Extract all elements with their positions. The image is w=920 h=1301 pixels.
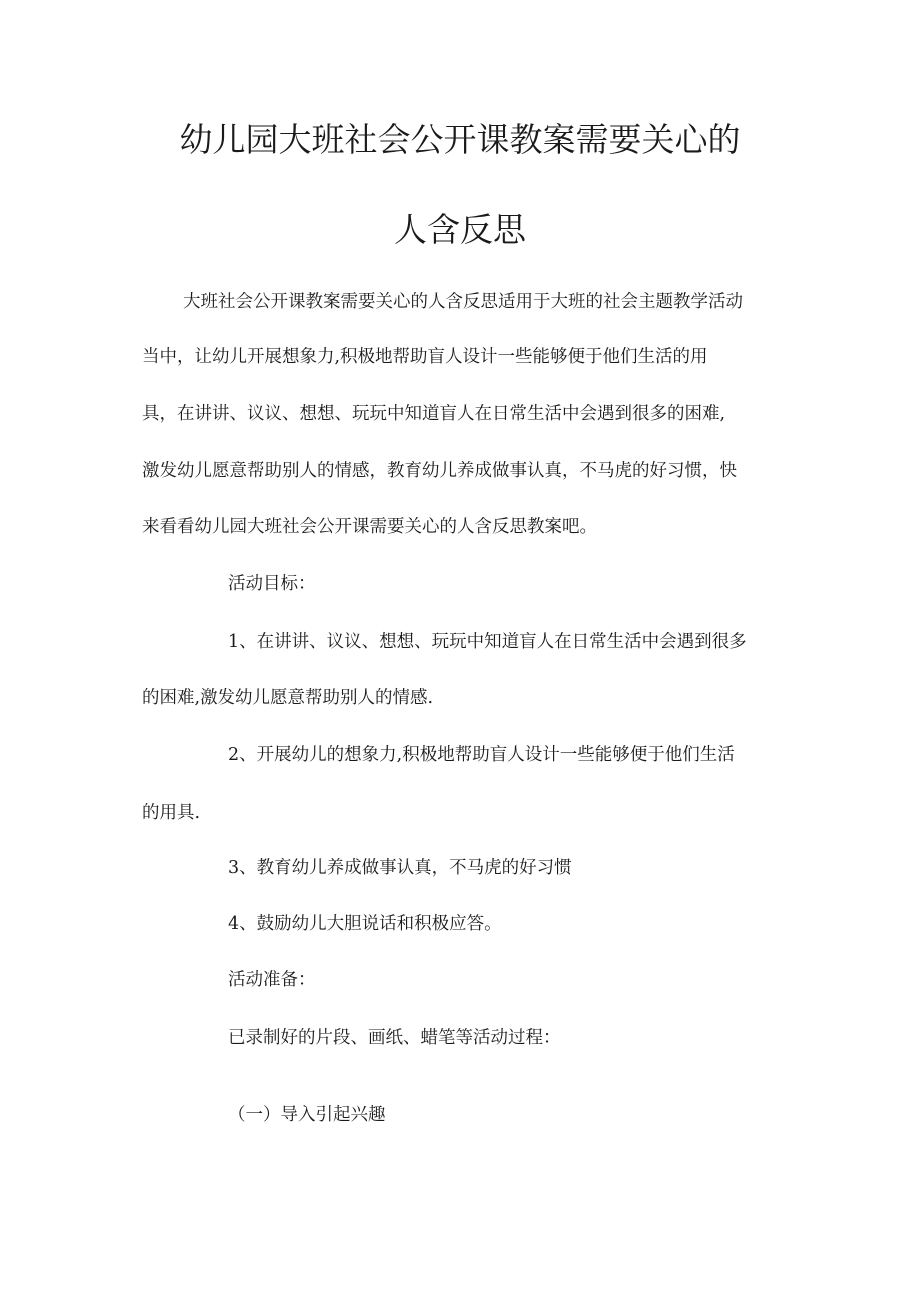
goal-1-line-1: 1、在讲讲、议议、想想、玩玩中知道盲人在日常生活中会遇到很多 [228, 632, 747, 652]
document-title-line-1: 幼儿园大班社会公开课教案需要关心的 [179, 120, 741, 159]
goal-2-line-2: 的用具. [142, 803, 201, 823]
intro-paragraph-line-3: 具，在讲讲、议议、想想、玩玩中知道盲人在日常生活中会遇到很多的困难, [142, 404, 726, 424]
intro-paragraph-line-1: 大班社会公开课教案需要关心的人含反思适用于大班的社会主题教学活动 [183, 292, 743, 312]
document-title-line-2: 人含反思 [394, 210, 526, 249]
process-step-1-heading: （一）导入引起兴趣 [228, 1105, 386, 1125]
intro-paragraph-line-4: 激发幼儿愿意帮助别人的情感，教育幼儿养成做事认真，不马虎的好习惯，快 [142, 461, 737, 481]
intro-paragraph-line-5: 来看看幼儿园大班社会公开课需要关心的人含反思教案吧。 [142, 517, 597, 537]
goal-3: 3、教育幼儿养成做事认真，不马虎的好习惯 [228, 858, 572, 878]
goal-2-line-1: 2、开展幼儿的想象力,积极地帮助盲人设计一些能够便于他们生活 [228, 745, 735, 765]
section-heading-preparation: 活动准备： [228, 970, 316, 990]
goal-4: 4、鼓励幼儿大胆说话和积极应答。 [228, 914, 502, 934]
intro-paragraph-line-2: 当中，让幼儿开展想象力,积极地帮助盲人设计一些能够便于他们生活的用 [142, 347, 708, 367]
preparation-text: 已录制好的片段、画纸、蜡笔等活动过程： [228, 1028, 561, 1048]
section-heading-goals: 活动目标： [228, 574, 316, 594]
goal-1-line-2: 的困难,激发幼儿愿意帮助别人的情感. [142, 688, 434, 708]
